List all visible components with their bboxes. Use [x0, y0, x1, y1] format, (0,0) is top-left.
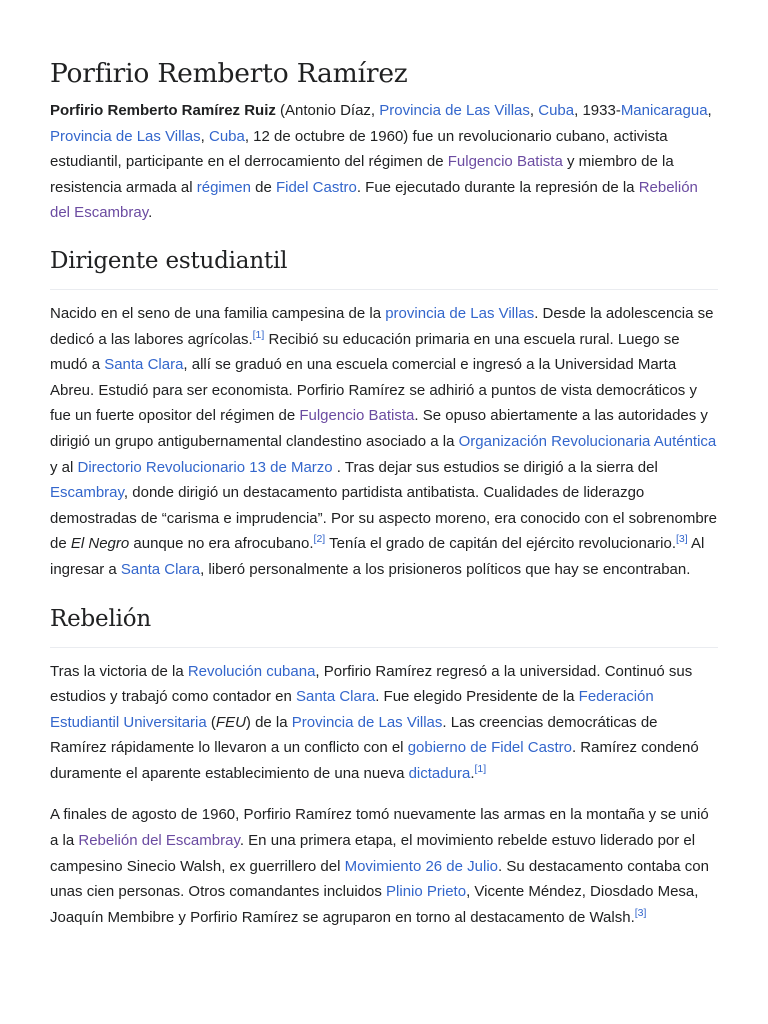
text: . Su destacamento contaba con unas cien personas. Otros comandantes incluidos [50, 857, 709, 901]
link-cuba[interactable]: Cuba [208, 127, 245, 145]
text: y al [50, 458, 78, 476]
text: , 1933- [574, 102, 621, 119]
text: . [470, 764, 475, 782]
reference[interactable] [253, 329, 265, 341]
text: A finales de agosto de 1960, Porfirio Ramírez tomó nuevamente las armas en la montaña y se unió a la [50, 806, 709, 850]
link-provincia-las-villas[interactable]: provincia de Las Villas [385, 304, 535, 322]
link-directorio-revolucionario[interactable]: Directorio Revolucionario 13 de Marzo [77, 458, 333, 476]
text: . Fue elegido Presidente de la [375, 688, 579, 706]
link-santa-clara[interactable]: Santa Clara [295, 688, 376, 706]
link-rebelion-escambray[interactable]: Rebelión del Escambray [50, 178, 698, 222]
link-manicaragua[interactable]: Manicaragua [620, 102, 708, 119]
subject-name: Porfirio Remberto Ramírez Ruiz [50, 102, 276, 119]
text: y miembro de la resistencia armada al [50, 153, 674, 196]
section-rebelion-paragraph-2 [50, 802, 718, 930]
ref-1-link[interactable]: [1] [474, 762, 487, 775]
link-organizacion-revolucionaria-autentica[interactable]: Organización Revolucionaria Auténtica [458, 432, 717, 450]
link-provincia-las-villas[interactable]: Provincia de Las Villas [50, 127, 201, 145]
link-dictadura[interactable]: dictadura [408, 764, 471, 782]
ref-2-link[interactable]: [2] [313, 533, 326, 546]
text: , Vicente Méndez, Diosdado Mesa, Joaquín Membibre y Porfirio Ramírez se agruparon en torno al destacamento de Walsh. [50, 883, 699, 926]
text: . Se opuso abiertamente a las autoridades y dirigió un grupo antigubernamental clandestino asociado a la [50, 407, 708, 450]
feu-abbreviation: FEU [215, 713, 246, 731]
link-fulgencio-batista[interactable]: Fulgencio Batista [299, 407, 415, 425]
link-santa-clara[interactable]: Santa Clara [120, 560, 201, 578]
section-heading-rebelion: Rebelión [50, 604, 718, 648]
text: , allí se graduó en una escuela comercial e ingresó a la Universidad Marta Abreu. Estudió para ser economista. Porfirio Ramírez se adhirió a puntos de vista democráticos y fue un fuerte opositor del régimen de [50, 356, 697, 425]
text: Tras la victoria de la [50, 662, 188, 680]
link-escambray[interactable]: Escambray [50, 484, 124, 502]
link-cuba[interactable]: Cuba [538, 102, 575, 119]
ref-3-link[interactable]: [3] [676, 533, 688, 546]
nickname: El Negro [70, 535, 130, 553]
link-rebelion-escambray[interactable]: Rebelión del Escambray [78, 832, 240, 850]
text: aunque no era afrocubano. [129, 535, 314, 553]
link-santa-clara[interactable]: Santa Clara [104, 356, 184, 374]
text: , [200, 127, 209, 145]
section-rebelion-paragraph-1 [50, 659, 718, 787]
link-regimen[interactable]: régimen [196, 178, 251, 196]
link-fidel-castro[interactable]: Fidel Castro [275, 178, 357, 196]
text: ) de la [245, 713, 292, 731]
text: Recibió su educación primaria en una escuela rural. Luego se mudó a [50, 330, 680, 374]
link-movimiento-26-julio[interactable]: Movimiento 26 de Julio [344, 857, 499, 875]
reference[interactable] [676, 533, 688, 545]
text: . [148, 204, 153, 222]
text: , [707, 102, 712, 119]
link-plinio-prieto[interactable]: Plinio Prieto [386, 883, 467, 901]
section-heading-dirigente: Dirigente estudiantil [50, 246, 718, 290]
reference[interactable] [635, 907, 647, 919]
section-dirigente-paragraph [50, 301, 718, 583]
text: . Tras dejar sus estudios se dirigió a la sierra del [332, 458, 658, 476]
text: de [250, 178, 276, 196]
ref-1-link[interactable]: [1] [252, 328, 265, 341]
text: Tenía el grado de capitán del ejército revolucionario. [325, 535, 677, 553]
text: Nacido en el seno de una familia campesina de la [50, 304, 386, 322]
ref-3-link[interactable]: [3] [634, 906, 647, 919]
text: , 12 de octubre de 1960) fue un revolucionario cubano, activista estudiantil, participante en el derrocamiento del régimen de [50, 127, 668, 171]
page-title: Porfirio Remberto Ramírez [50, 58, 408, 89]
text: . Las creencias democráticas de Ramírez rápidamente lo llevaron a un conflicto con el [50, 713, 658, 757]
link-feu[interactable]: Federación Estudiantil Universitaria [50, 688, 654, 731]
intro-paragraph [50, 98, 718, 226]
text: , liberó personalmente a los prisioneros políticos que hay se encontraban. [200, 560, 691, 578]
text: . Fue ejecutado durante la represión de la [356, 178, 639, 196]
text: , Porfirio Ramírez regresó a la universidad. Continuó sus estudios y trabajó como contador en [50, 662, 693, 706]
text: , donde dirigió un destacamento partidista antibatista. Cualidades de liderazgo demostradas de “carisma e imprudencia”. Por su aspecto moreno, era conocido con el sobrenombre de [50, 484, 718, 553]
reference[interactable] [314, 533, 326, 545]
text: ( [206, 713, 216, 731]
link-revolucion-cubana[interactable]: Revolución cubana [187, 662, 316, 680]
text: . Desde la adolescencia se dedicó a las labores agrícolas. [50, 304, 714, 348]
text: (Antonio Díaz, [275, 102, 380, 119]
link-provincia-las-villas[interactable]: Provincia de Las Villas [379, 102, 530, 119]
link-gobierno-fidel-castro[interactable]: gobierno de Fidel Castro [407, 739, 572, 757]
link-provincia-las-villas[interactable]: Provincia de Las Villas [291, 713, 443, 731]
text: . Ramírez condenó duramente el aparente establecimiento de una nueva [50, 739, 699, 782]
text: Al ingresar a [50, 535, 705, 578]
text: . En una primera etapa, el movimiento rebelde estuvo liderado por el campesino Sinecio Walsh, ex guerrillero del [50, 832, 696, 875]
link-fulgencio-batista[interactable]: Fulgencio Batista [447, 153, 563, 171]
reference[interactable] [474, 763, 486, 775]
text: , [529, 102, 539, 119]
